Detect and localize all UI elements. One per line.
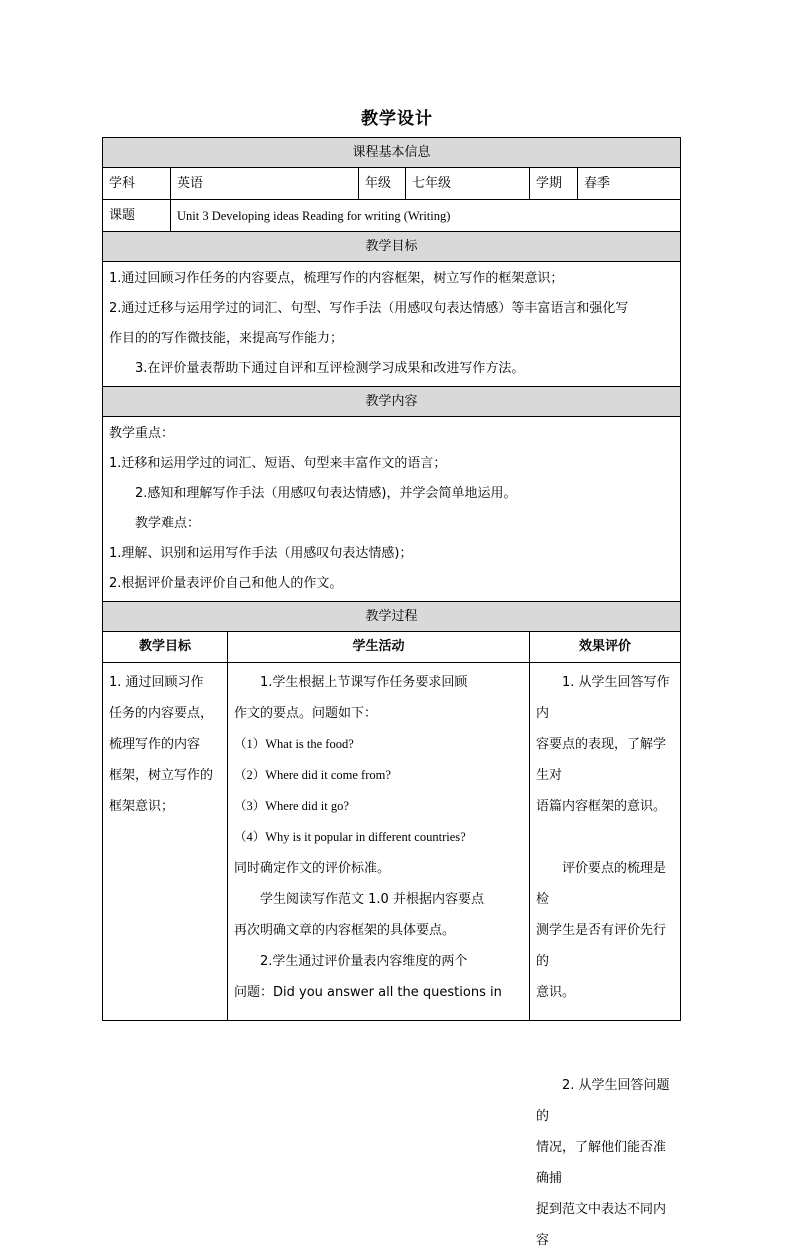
term-value: 春季 xyxy=(578,168,681,200)
activity-line: （3）Where did it go? xyxy=(234,799,349,813)
goal-line: 任务的内容要点， xyxy=(109,706,214,721)
goal-cell xyxy=(103,663,228,1021)
eval-line: 捉到范文中表达不同内容 xyxy=(536,1202,667,1248)
col-goal-header: 教学目标 xyxy=(103,632,228,663)
objective-item: 2.通过迁移与运用学过的词汇、句型、写作手法（用感叹句表达情感）等丰富语言和强化写 xyxy=(109,301,629,316)
objectives-body xyxy=(103,262,681,387)
grade-label: 年级 xyxy=(359,168,406,200)
topic-label: 课题 xyxy=(103,200,171,232)
activity-line: 1.学生根据上节课写作任务要求回顾 xyxy=(260,675,468,690)
difficult-point: 2.根据评价量表评价自己和他人的作文。 xyxy=(109,576,343,591)
eval-line: 容要点的表现，了解学生对 xyxy=(536,737,667,783)
eval-line xyxy=(536,1039,674,1070)
difficult-point: 1.理解、识别和运用写作手法（用感叹句表达情感)； xyxy=(109,546,413,561)
activity-line: 同时确定作文的评价标准。 xyxy=(234,861,391,876)
objective-item: 1.通过回顾习作任务的内容要点，梳理写作的内容框架，树立写作的框架意识； xyxy=(109,271,564,286)
activity-line: 学生阅读写作范文 1.0 并根据内容要点 xyxy=(260,892,484,907)
term-label: 学期 xyxy=(530,168,578,200)
objective-item: 3.在评价量表帮助下通过自评和互评检测学习成果和改进写作方法。 xyxy=(135,361,525,376)
objectives-header: 教学目标 xyxy=(103,232,681,262)
goal-line: 1. 通过回顾习作 xyxy=(109,675,204,690)
subject-value: 英语 xyxy=(171,168,359,200)
eval-line xyxy=(536,1008,674,1039)
eval-line: 2. 从学生回答问题的 xyxy=(536,1078,670,1124)
activity-cell xyxy=(228,663,530,1021)
eval-line: 语篇内容框架的意识。 xyxy=(536,799,667,814)
difficult-points-label: 教学难点： xyxy=(135,516,201,531)
activity-line: 2.学生通过评价量表内容维度的两个 xyxy=(260,954,468,969)
eval-line: 意识。 xyxy=(536,985,576,1000)
col-eval-header: 效果评价 xyxy=(530,632,681,663)
key-points-label: 教学重点： xyxy=(109,426,175,441)
activity-line: 问题：Did you answer all the questions in xyxy=(234,985,502,1000)
eval-cell xyxy=(530,663,681,1248)
course-info-header: 课程基本信息 xyxy=(103,138,681,168)
lesson-plan-table xyxy=(102,137,681,1248)
grade-value: 七年级 xyxy=(406,168,530,200)
key-point: 2.感知和理解写作手法（用感叹句表达情感)，并学会简单地运用。 xyxy=(135,486,517,501)
key-point: 1.迁移和运用学过的词汇、短语、句型来丰富作文的语言； xyxy=(109,456,447,471)
eval-line: 1. 从学生回答写作内 xyxy=(536,675,670,721)
content-body xyxy=(103,417,681,602)
objective-item: 作目的的写作微技能，来提高写作能力； xyxy=(109,331,344,346)
activity-line: （1）What is the food? xyxy=(234,737,354,751)
eval-line: 情况，了解他们能否准确捕 xyxy=(536,1140,667,1186)
eval-line: 测学生是否有评价先行的 xyxy=(536,923,667,969)
activity-line: 作文的要点。问题如下： xyxy=(234,706,378,721)
goal-line: 框架，树立写作的 xyxy=(109,768,214,783)
process-header: 教学过程 xyxy=(103,602,681,632)
eval-line: 评价要点的梳理是检 xyxy=(536,861,667,907)
goal-line: 梳理写作的内容 xyxy=(109,737,201,752)
content-header: 教学内容 xyxy=(103,387,681,417)
topic-value: Unit 3 Developing ideas Reading for writing (Writing) xyxy=(171,200,681,232)
eval-line xyxy=(536,822,674,853)
activity-line: 再次明确文章的内容框架的具体要点。 xyxy=(234,923,456,938)
subject-label: 学科 xyxy=(103,168,171,200)
page-title: 教学设计 xyxy=(361,109,433,129)
col-activity-header: 学生活动 xyxy=(228,632,530,663)
activity-line: （2）Where did it come from? xyxy=(234,768,391,782)
activity-line: （4）Why is it popular in different countries? xyxy=(234,830,466,844)
goal-line: 框架意识； xyxy=(109,799,175,814)
